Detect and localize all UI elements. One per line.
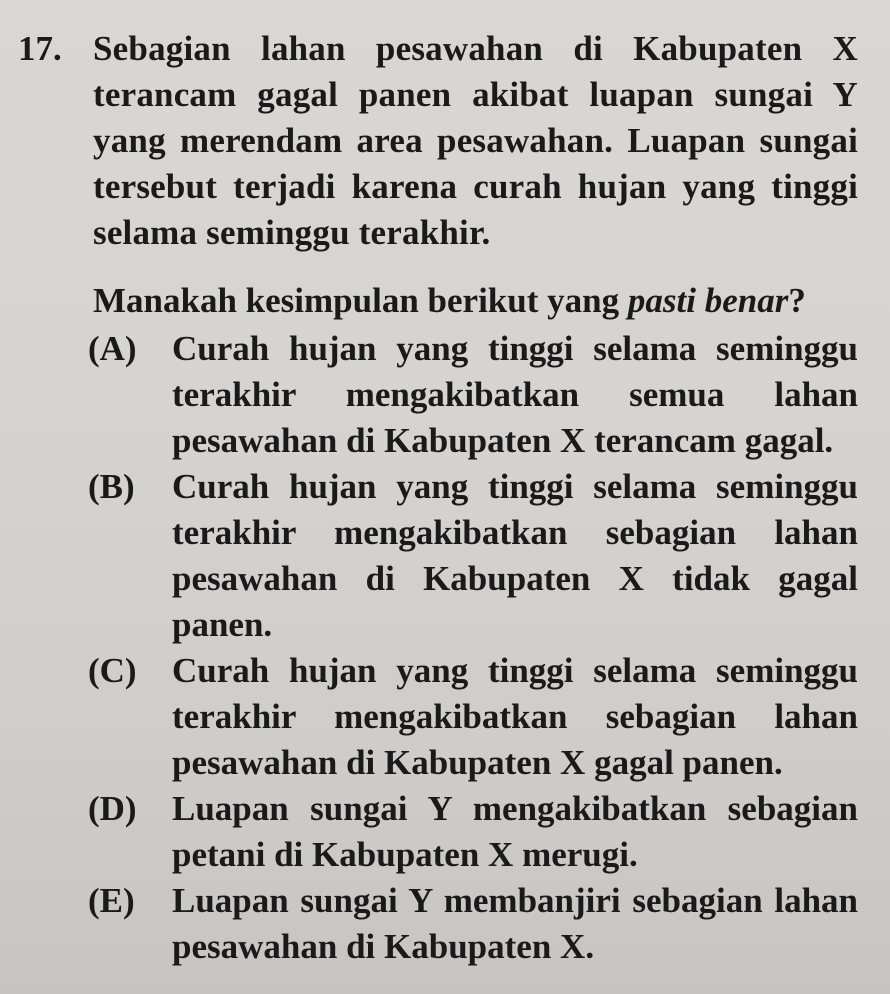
prompt-text-after: ?: [788, 281, 806, 320]
option-letter: (B): [88, 467, 135, 506]
question-number: 17.: [18, 29, 62, 68]
option-e[interactable]: [88, 878, 858, 970]
option-text: Luapan sungai Y membanjiri sebagian lahan pesawahan di Kabupaten X.: [172, 881, 858, 966]
option-c[interactable]: [88, 648, 858, 786]
prompt-emphasis: pasti benar: [627, 281, 789, 320]
prompt-text-before: Manakah kesimpulan berikut yang: [93, 281, 628, 320]
option-b[interactable]: [88, 464, 858, 648]
question-17: [18, 26, 858, 970]
option-text: Luapan sungai Y mengakibatkan sebagian petani di Kabupaten X merugi.: [172, 789, 858, 874]
answer-options: [88, 326, 858, 970]
question-prompt: [93, 278, 858, 324]
option-a[interactable]: [88, 326, 858, 464]
option-letter: (A): [88, 329, 137, 368]
option-text: Curah hujan yang tinggi selama seminggu terakhir mengakibatkan sebagian lahan pesawahan di Kabupaten X tidak gagal panen.: [172, 467, 858, 644]
question-header: [18, 26, 858, 256]
option-text: Curah hujan yang tinggi selama seminggu terakhir mengakibatkan sebagian lahan pesawahan di Kabupaten X gagal panen.: [172, 651, 858, 782]
option-letter: (E): [88, 881, 135, 920]
question-stem: Sebagian lahan pesawahan di Kabupaten X terancam gagal panen akibat luapan sungai Y yang merendam area pesawahan. Luapan sungai tersebut terjadi karena curah hujan yang tinggi selama seminggu terakhir.: [93, 29, 858, 252]
option-letter: (D): [88, 789, 137, 828]
option-text: Curah hujan yang tinggi selama seminggu terakhir mengakibatkan semua lahan pesawahan di Kabupaten X terancam gagal.: [172, 329, 858, 460]
option-letter: (C): [88, 651, 137, 690]
option-d[interactable]: [88, 786, 858, 878]
